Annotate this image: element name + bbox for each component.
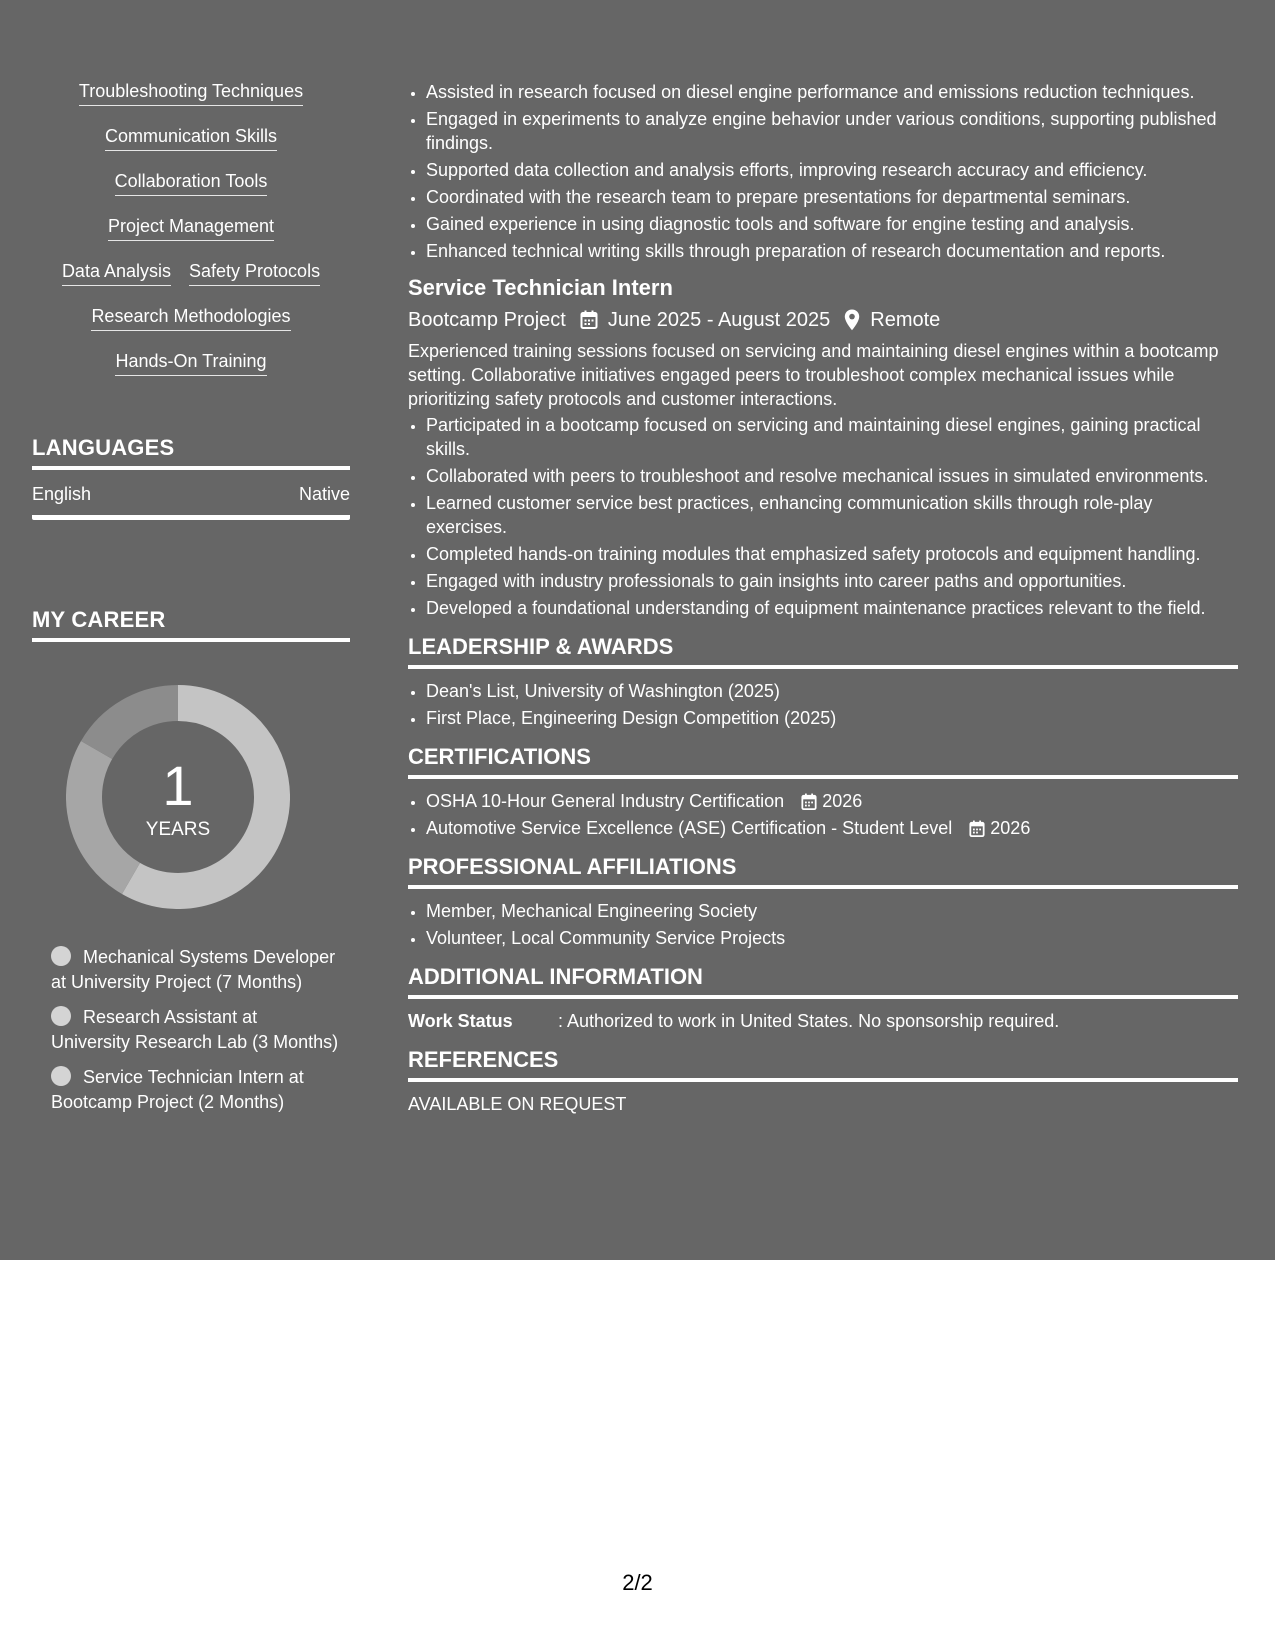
calendar-icon (580, 310, 598, 330)
skill-row (32, 260, 350, 305)
skills-list (32, 80, 350, 395)
donut-segment (97, 703, 178, 750)
career-section (32, 607, 350, 642)
list-item: • Participated in a bootcamp focused on servicing and maintaining diesel engines, gaining practical skills. (426, 413, 1238, 461)
list-item: • Assisted in research focused on diesel engine performance and emissions reduction techniques. (426, 80, 1238, 104)
skill-tag: Collaboration Tools (115, 170, 268, 196)
right-column (408, 80, 1238, 1116)
list-item: • Collaborated with peers to troubleshoot and resolve mechanical issues in simulated environments. (426, 464, 1238, 488)
list-item: • Volunteer, Local Community Service Projects (426, 926, 1238, 950)
languages-section (32, 435, 350, 520)
cert-year: 2026 (990, 818, 1031, 838)
additional-heading: ADDITIONAL INFORMATION (408, 964, 1238, 999)
left-column (32, 80, 350, 1112)
page-number: 2/2 (622, 1570, 653, 1595)
cert-name: Automotive Service Excellence (ASE) Certification - Student Level (426, 818, 953, 838)
skill-tag: Safety Protocols (189, 260, 320, 286)
career-legend-label: Research Assistant at University Research Lab (3 Months) (51, 1007, 339, 1052)
list-item: • Enhanced technical writing skills through preparation of research documentation and reports. (426, 239, 1238, 263)
job-meta (408, 305, 1238, 335)
languages-heading: LANGUAGES (32, 435, 350, 470)
language-level: Native (298, 484, 350, 504)
skill-row (32, 215, 350, 260)
donut-segment (84, 750, 131, 878)
affiliations-list (408, 899, 1238, 950)
job-company: Bootcamp Project (408, 309, 566, 331)
skill-tag: Project Management (108, 215, 274, 241)
career-legend (51, 945, 341, 1125)
donut-segment (131, 703, 272, 891)
awards-heading: LEADERSHIP & AWARDS (408, 634, 1238, 669)
language-row (32, 484, 350, 520)
skill-tag: Hands-On Training (115, 350, 266, 376)
career-legend-label: Service Technician Intern at Bootcamp Project (2 Months) (51, 1067, 304, 1112)
list-item: • Member, Mechanical Engineering Society (426, 899, 1238, 923)
list-item: • Learned customer service best practices, enhancing communication skills through role-play exercises. (426, 491, 1238, 539)
career-heading: MY CAREER (32, 607, 350, 642)
prev-job-bullets (408, 80, 1238, 263)
skill-tag: Communication Skills (105, 125, 277, 151)
career-legend-item (51, 1065, 341, 1115)
calendar-icon (801, 793, 817, 811)
list-item: • Engaged with industry professionals to gain insights into career paths and opportunities. (426, 569, 1238, 593)
calendar-icon (969, 820, 985, 838)
skill-tag: Troubleshooting Techniques (79, 80, 303, 106)
skill-tag: Data Analysis (62, 260, 171, 286)
work-status-row (408, 1009, 1238, 1033)
cert-name: OSHA 10-Hour General Industry Certification (426, 791, 785, 811)
references-text: AVAILABLE ON REQUEST (408, 1094, 627, 1114)
skill-row (32, 170, 350, 215)
job-dates: June 2025 - August 2025 (607, 309, 831, 331)
list-item: • Engaged in experiments to analyze engine behavior under various conditions, supporting published findings. (426, 107, 1238, 155)
references-heading: REFERENCES (408, 1047, 1238, 1082)
list-item (426, 789, 1238, 813)
list-item: • First Place, Engineering Design Competition (2025) (426, 706, 1238, 730)
work-status-label: Work Status (408, 1011, 513, 1031)
location-pin-icon (844, 309, 860, 331)
skill-row (32, 80, 350, 125)
career-total-value: 1 (162, 754, 194, 817)
certifications-heading: CERTIFICATIONS (408, 744, 1238, 779)
career-legend-label: Mechanical Systems Developer at University Project (7 Months) (51, 947, 336, 992)
certifications-list (408, 789, 1238, 840)
list-item: • Completed hands-on training modules that emphasized safety protocols and equipment handling. (426, 542, 1238, 566)
list-item: • Coordinated with the research team to prepare presentations for departmental seminars. (426, 185, 1238, 209)
skill-row (32, 350, 350, 395)
cert-date (801, 791, 862, 811)
list-item: • Supported data collection and analysis efforts, improving research accuracy and efficiency. (426, 158, 1238, 182)
cert-date (969, 818, 1030, 838)
work-status-value: : Authorized to work in United States. No sponsorship required. (558, 1011, 1060, 1031)
career-legend-item (51, 1005, 341, 1055)
skill-row (32, 305, 350, 350)
legend-dot (51, 946, 71, 966)
language-name: English (32, 484, 92, 504)
career-donut-chart (66, 685, 290, 909)
list-item: • Developed a foundational understanding of equipment maintenance practices relevant to the field. (426, 596, 1238, 620)
legend-dot (51, 1066, 71, 1086)
list-item: • Dean's List, University of Washington (2025) (426, 679, 1238, 703)
career-legend-item (51, 945, 341, 995)
cert-year: 2026 (822, 791, 863, 811)
affiliations-heading: PROFESSIONAL AFFILIATIONS (408, 854, 1238, 889)
job-bullets (408, 413, 1238, 620)
skill-tag: Research Methodologies (91, 305, 290, 331)
list-item (426, 816, 1238, 840)
awards-list (408, 679, 1238, 730)
job-title: Service Technician Intern (408, 275, 673, 300)
legend-dot (51, 1006, 71, 1026)
skill-row (32, 125, 350, 170)
list-item: • Gained experience in using diagnostic tools and software for engine testing and analysis. (426, 212, 1238, 236)
career-total-unit: YEARS (145, 819, 211, 840)
job-location: Remote (870, 309, 941, 331)
job-description: Experienced training sessions focused on servicing and maintaining diesel engines within a bootcamp setting. Collaborative initiatives engaged peers to troubleshoot complex mechanical issues while prioritizing safety protocols and customer interactions. (408, 341, 1219, 409)
